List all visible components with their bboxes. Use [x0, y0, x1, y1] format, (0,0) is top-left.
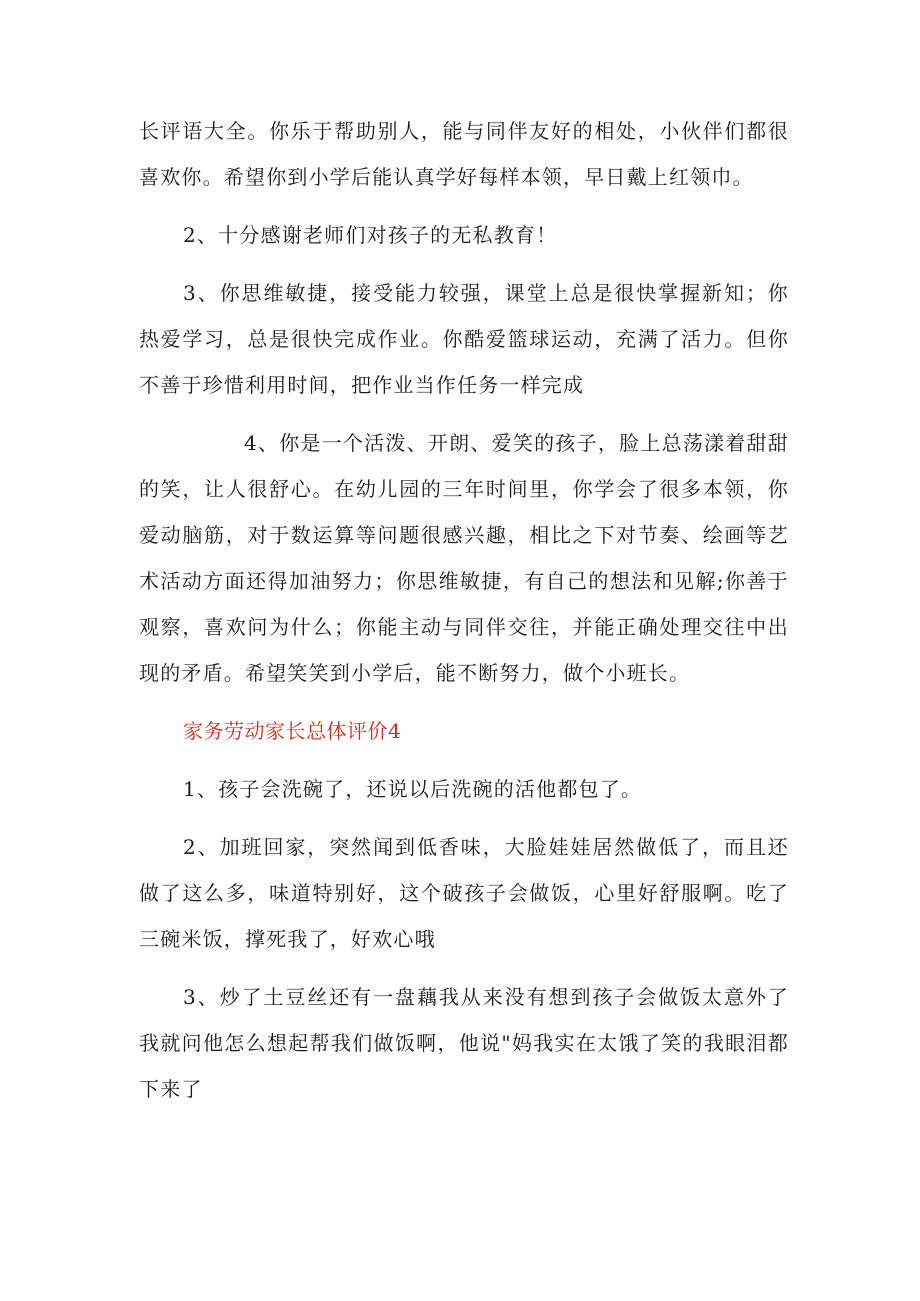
section-heading: 家务劳动家长总体评价4 — [183, 719, 402, 743]
paragraph-item-3: 3、你思维敏捷，接受能力较强，课堂上总是很快掌握新知；你热爱学习，总是很快完成作业。你酷爱篮球运动，充满了活力。但你不善于珍惜利用时间，把作业当作任务一样完成 — [139, 281, 789, 397]
section-item-1: 1、孩子会洗碗了，还说以后洗碗的活他都包了。 — [183, 777, 643, 801]
document-page — [139, 108, 789, 1112]
paragraph-continued-comment: 长评语大全。你乐于帮助别人，能与同伴友好的相处，小伙伴们都很喜欢你。希望你到小学后能认真学好每样本领，早日戴上红领巾。 — [139, 119, 789, 189]
paragraph-item-2: 2、十分感谢老师们对孩子的无私教育！ — [183, 223, 558, 247]
section-item-3: 3、炒了土豆丝还有一盘藕我从来没有想到孩子会做饭太意外了我就问他怎么想起帮我们做饭啊，他说"妈我实在太饿了笑的我眼泪都下来了 — [139, 985, 789, 1101]
section-item-2: 2、加班回家，突然闻到低香味，大脸娃娃居然做低了，而且还做了这么多，味道特别好，这个破孩子会做饭，心里好舒服啊。吃了三碗米饭，撑死我了，好欢心哦 — [139, 835, 789, 951]
paragraph-item-4: 4、你是一个活泼、开朗、爱笑的孩子，脸上总荡漾着甜甜的笑，让人很舒心。在幼儿园的三年时间里，你学会了很多本领，你爱动脑筋，对于数运算等问题很感兴趣，相比之下对节奏、绘画等艺术活动方面还得加油努力；你思维敏捷，有自己的想法和见解;你善于观察，喜欢问为什么；你能主动与同伴交往，并能正确处理交往中出现的矛盾。希望笑笑到小学后，能不断努力，做个小班长。 — [139, 431, 789, 685]
